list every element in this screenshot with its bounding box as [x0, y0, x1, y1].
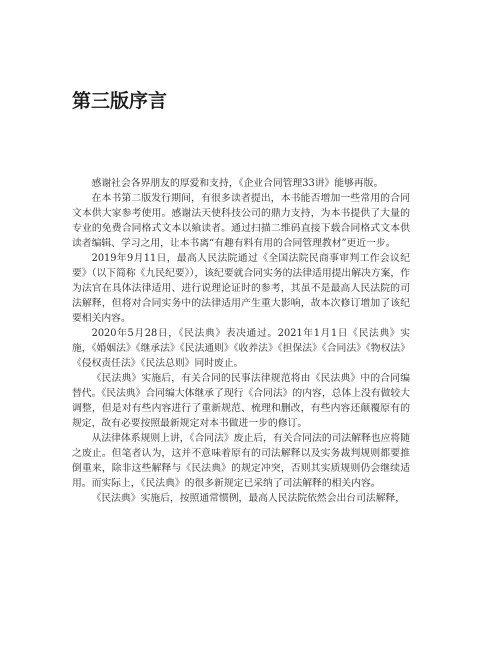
paragraph-nine-civil-minutes: 2019年9月11日，最高人民法院通过《全国法院民商事审判工作会议纪要》（以下简称《九民纪要》），该纪要就合同实务的法律适用提出解决方案，作为法官在具体法律适用、进行说理论证时的参考，其虽不是最高人民法院的司法解释，但将对合同实务中的法律适用产生重大影响，故本次修订增加了该纪要相关内容。: [72, 253, 410, 324]
page-title: 第三版序言: [72, 90, 168, 112]
paragraph-after-implementation: 《民法典》实施后，按照通常惯例，最高人民法院依然会出台司法解释，: [91, 493, 406, 504]
paragraph-contract-part: 《民法典》实施后，有关合同的民事法律规范将由《民法典》中的合同编替代。《民法典》合同编大体继承了现行《合同法》的内容，总体上没有做较大调整，但是对有些内容进行了重新规范、梳理和删改，有些内容还颠覆原有的规定，故有必要按照最新规定对本书做进一步的修订。: [72, 373, 410, 429]
paragraph-civil-code-adoption: 2020年5月28日，《民法典》表决通过。2021年1月1日《民法典》实施，《婚姻法》《继承法》《民法通则》《收养法》《担保法》《合同法》《物权法》《侵权责任法》《民法总则》同时废止。: [72, 328, 410, 369]
paragraph-second-edition: 在本书第二版发行期间，有很多读者提出，本书能否增加一些常用的合同文本供大家参考使用。感谢法天使科技公司的鼎力支持，为本书提供了大量的专业的免费合同格式文本以飨读者。通过扫描二维码直接下载合同格式文本供读者编辑、学习之用，让本书离“有趣有料有用的合同管理教材”更近一步。: [72, 193, 410, 249]
preface-body: [72, 176, 410, 506]
paragraph-thanks: 感谢社会各界朋友的厚爱和支持，《企业合同管理33讲》能够再版。: [91, 178, 384, 189]
paragraph-judicial-interpretation: 从法律体系规则上讲，《合同法》废止后，有关合同法的司法解释也应将随之废止。但笔者认为，这并不意味着原有的司法解释以及实务裁判规则都要推倒重来，除非这些解释与《民法典》的规定冲突，否则其实质规则仍会继续适用。而实际上，《民法典》的很多新规定已采纳了司法解释的相关内容。: [72, 433, 410, 489]
